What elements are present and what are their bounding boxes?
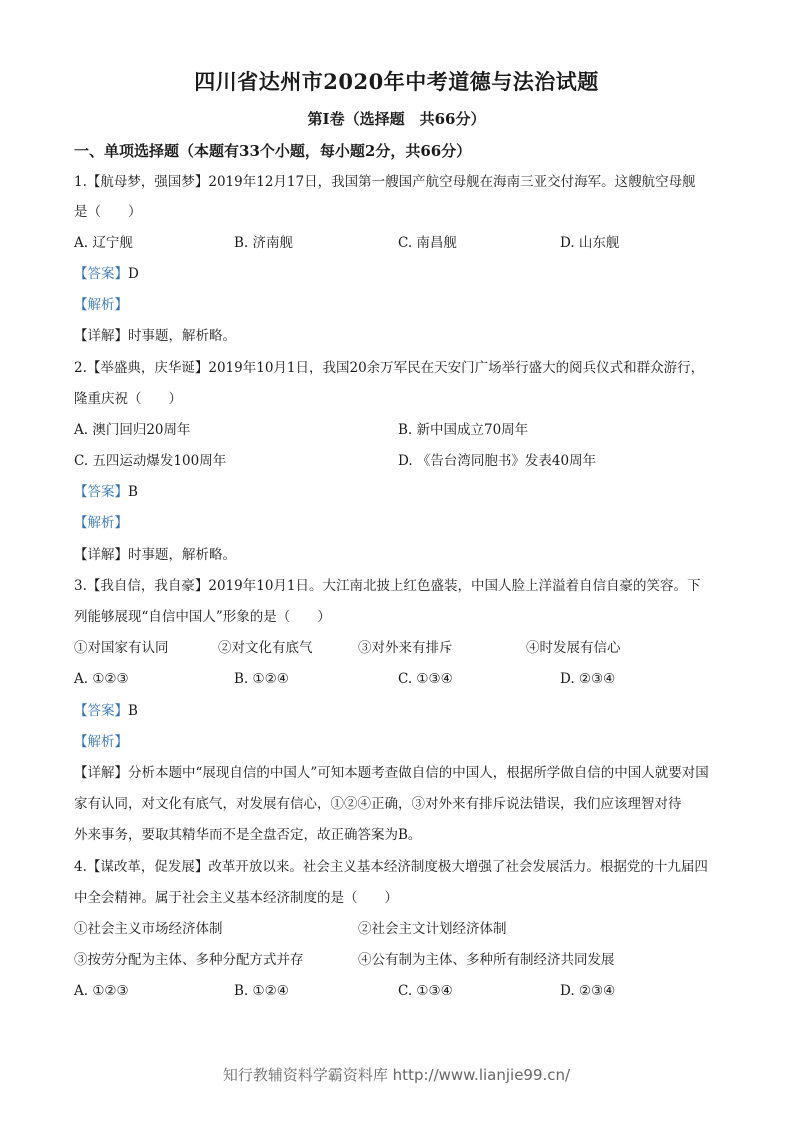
q3-item-1: ①对国家有认同 — [74, 640, 169, 656]
q3-answer — [74, 701, 138, 721]
q4-item-4: ④公有制为主体、多种所有制经济共同发展 — [358, 952, 615, 968]
page-title: 四川省达州市2020年中考道德与法治试题 — [194, 69, 599, 94]
q4-item-1: ①社会主义市场经济体制 — [74, 921, 223, 937]
q3-stem-line1: 3.【我自信，我自豪】2019年10月1日。大江南北披上红色盛装，中国人脸上洋溢着自信自豪的笑容。下 — [74, 578, 701, 594]
q2-stem-line2: 隆重庆祝（ ） — [74, 391, 182, 407]
q2-answer — [74, 482, 138, 502]
q4-option-d: D. ②③④ — [560, 983, 616, 999]
q2-detail: 【详解】时事题，解析略。 — [74, 547, 236, 563]
answer-value: B — [128, 703, 138, 719]
q4-option-b: B. ①②④ — [234, 983, 289, 999]
q4-item-3: ③按劳分配为主体、多种分配方式并存 — [74, 952, 304, 968]
q4-option-c: C. ①③④ — [398, 983, 453, 999]
q3-stem-line2: 列能够展现“自信中国人”形象的是（ ） — [74, 609, 331, 625]
answer-label: 【答案】 — [74, 266, 128, 282]
q3-option-c: C. ①③④ — [398, 671, 453, 687]
q3-option-a: A. ①②③ — [74, 671, 129, 687]
q3-detail-line1: 【详解】分析本题中“展现自信的中国人”可知本题考查做自信的中国人，根据所学做自信的中国人就要对国 — [74, 765, 709, 781]
q4-stem-line1: 4.【谋改革，促发展】改革开放以来。社会主义基本经济制度极大增强了社会发展活力。根据党的十九届四 — [74, 859, 708, 875]
q4-stem-line2: 中全会精神。属于社会主义基本经济制度的是（ ） — [74, 890, 398, 906]
q1-detail: 【详解】时事题，解析略。 — [74, 328, 236, 344]
answer-value: B — [128, 484, 138, 500]
q1-stem-line1: 1.【航母梦，强国梦】2019年12月17日，我国第一艘国产航空母舰在海南三亚交付海军。这艘航空母舰 — [74, 174, 696, 190]
q3-option-d: D. ②③④ — [560, 671, 616, 687]
q3-item-4: ④时发展有信心 — [526, 640, 621, 656]
q1-answer — [74, 264, 139, 284]
section-heading: 一、单项选择题（本题有33个小题，每小题2分，共66分） — [74, 142, 472, 160]
q2-analysis-label: 【解析】 — [74, 515, 128, 531]
q3-detail-line3: 外来事务，要取其精华而不是全盘否定，故正确答案为B。 — [74, 827, 422, 843]
q2-option-d: D. 《告台湾同胞书》发表40周年 — [398, 453, 597, 469]
answer-label: 【答案】 — [74, 484, 128, 500]
q1-option-b: B. 济南舰 — [234, 235, 294, 251]
answer-label: 【答案】 — [74, 703, 128, 719]
q1-option-c: C. 南昌舰 — [398, 235, 457, 251]
q1-option-a: A. 辽宁舰 — [74, 235, 133, 251]
q2-option-c: C. 五四运动爆发100周年 — [74, 453, 227, 469]
q4-option-a: A. ①②③ — [74, 983, 129, 999]
answer-value: D — [128, 266, 139, 282]
q3-item-2: ②对文化有底气 — [218, 640, 313, 656]
q2-option-a: A. 澳门回归20周年 — [74, 422, 191, 438]
q4-item-2: ②社会主文计划经济体制 — [358, 921, 507, 937]
volume-subtitle: 第I卷（选择题 共66分） — [307, 110, 486, 128]
q3-analysis-label: 【解析】 — [74, 734, 128, 750]
q3-option-b: B. ①②④ — [234, 671, 289, 687]
q2-stem-line1: 2.【举盛典，庆华诞】2019年10月1日，我国20余万军民在天安门广场举行盛大的阅兵仪式和群众游行， — [74, 360, 705, 376]
q3-item-3: ③对外来有排斥 — [358, 640, 453, 656]
footer-watermark: 知行教辅资料学霸资料库 http://www.lianjie99.cn/ — [222, 1066, 571, 1084]
q3-detail-line2: 家有认同，对文化有底气，对发展有信心，①②④正确，③对外来有排斥说法错误，我们应该理智对待 — [74, 796, 682, 812]
q2-option-b: B. 新中国成立70周年 — [398, 422, 529, 438]
q1-analysis-label: 【解析】 — [74, 297, 128, 313]
q1-stem-line2: 是（ ） — [74, 204, 142, 220]
q1-option-d: D. 山东舰 — [560, 235, 620, 251]
